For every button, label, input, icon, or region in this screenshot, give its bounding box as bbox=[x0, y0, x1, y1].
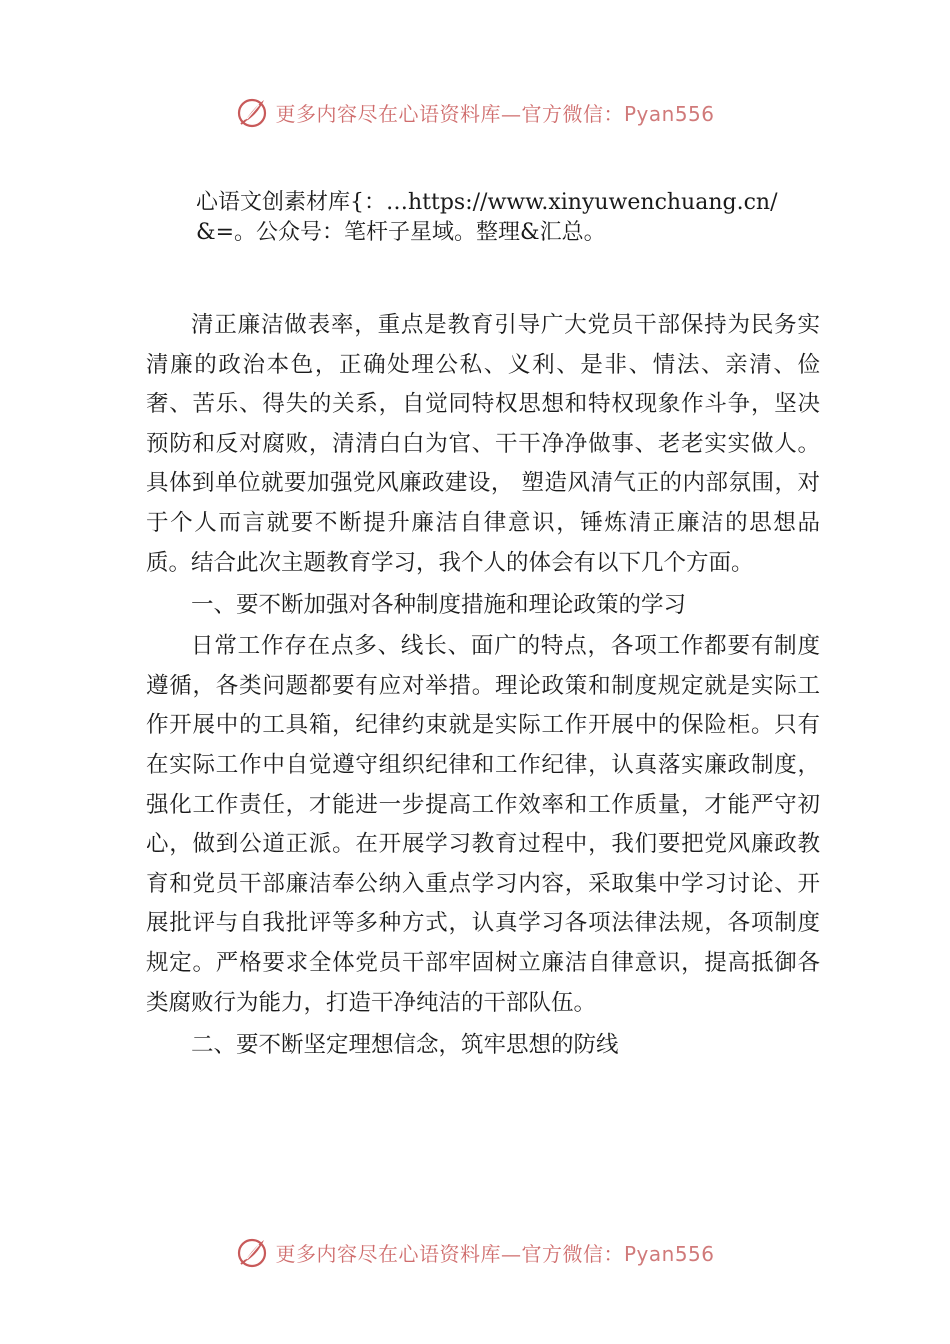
quill-logo-icon bbox=[235, 1235, 269, 1269]
footer-banner-label: 更多内容尽在心语资料库—官方微信： bbox=[275, 1241, 624, 1266]
section-heading-1: 一、要不断加强对各种制度措施和理论政策的学习 bbox=[191, 592, 687, 619]
header-wechat-id: Pyan556 bbox=[623, 101, 715, 126]
paragraph-intro: 清正廉洁做表率，重点是教育引导广大党员干部保持为民务实清廉的政治本色，正确处理公私、义利、是非、情法、亲清、俭奢、苦乐、得失的关系，自觉同特权思想和特权现象作斗争，坚决预防和反对腐败，清清白白为官、干干净净做事、老老实实做人。具体到单位就要加强党风廉政建设， 塑造风清气正的内部氛围，对于个人而言就要不断提升廉洁自律意识，锤炼清正廉洁的思想品质。结合此次主题教育学习，我个人的体会有以下几个方面。 bbox=[146, 312, 820, 576]
header-banner-label: 更多内容尽在心语资料库—官方微信： bbox=[275, 101, 624, 126]
quill-logo-icon bbox=[235, 95, 269, 129]
source-note bbox=[196, 188, 836, 248]
paragraph-section-1: 日常工作存在点多、线长、面广的特点，各项工作都要有制度遵循，各类问题都要有应对举措。理论政策和制度规定就是实际工作开展中的工具箱，纪律约束就是实际工作开展中的保险柜。只有在实际工作中自觉遵守组织纪律和工作纪律，认真落实廉政制度，强化工作责任，才能进一步提高工作效率和工作质量，才能严守初心，做到公道正派。在开展学习教育过程中，我们要把党风廉政教育和党员干部廉洁奉公纳入重点学习内容，采取集中学习讨论、开展批评与自我批评等多种方式，认真学习各项法律法规，各项制度规定。严格要求全体党员干部牢固树立廉洁自律意识，提高抵御各类腐败行为能力，打造干净纯洁的干部队伍。 bbox=[146, 633, 820, 1016]
header-banner bbox=[0, 92, 950, 132]
source-line-2: &=。公众号：笔杆子星域。整理&汇总。 bbox=[196, 220, 606, 245]
document-body bbox=[146, 306, 820, 1067]
footer-wechat-id: Pyan556 bbox=[623, 1241, 715, 1266]
section-heading-2: 二、要不断坚定理想信念，筑牢思想的防线 bbox=[191, 1032, 619, 1059]
footer-banner bbox=[0, 1232, 950, 1272]
footer-banner-text bbox=[275, 1238, 714, 1267]
header-banner-text bbox=[275, 98, 714, 127]
source-line-1: 心语文创素材库{：…https://www.xinyuwenchuang.cn/ bbox=[196, 190, 778, 215]
